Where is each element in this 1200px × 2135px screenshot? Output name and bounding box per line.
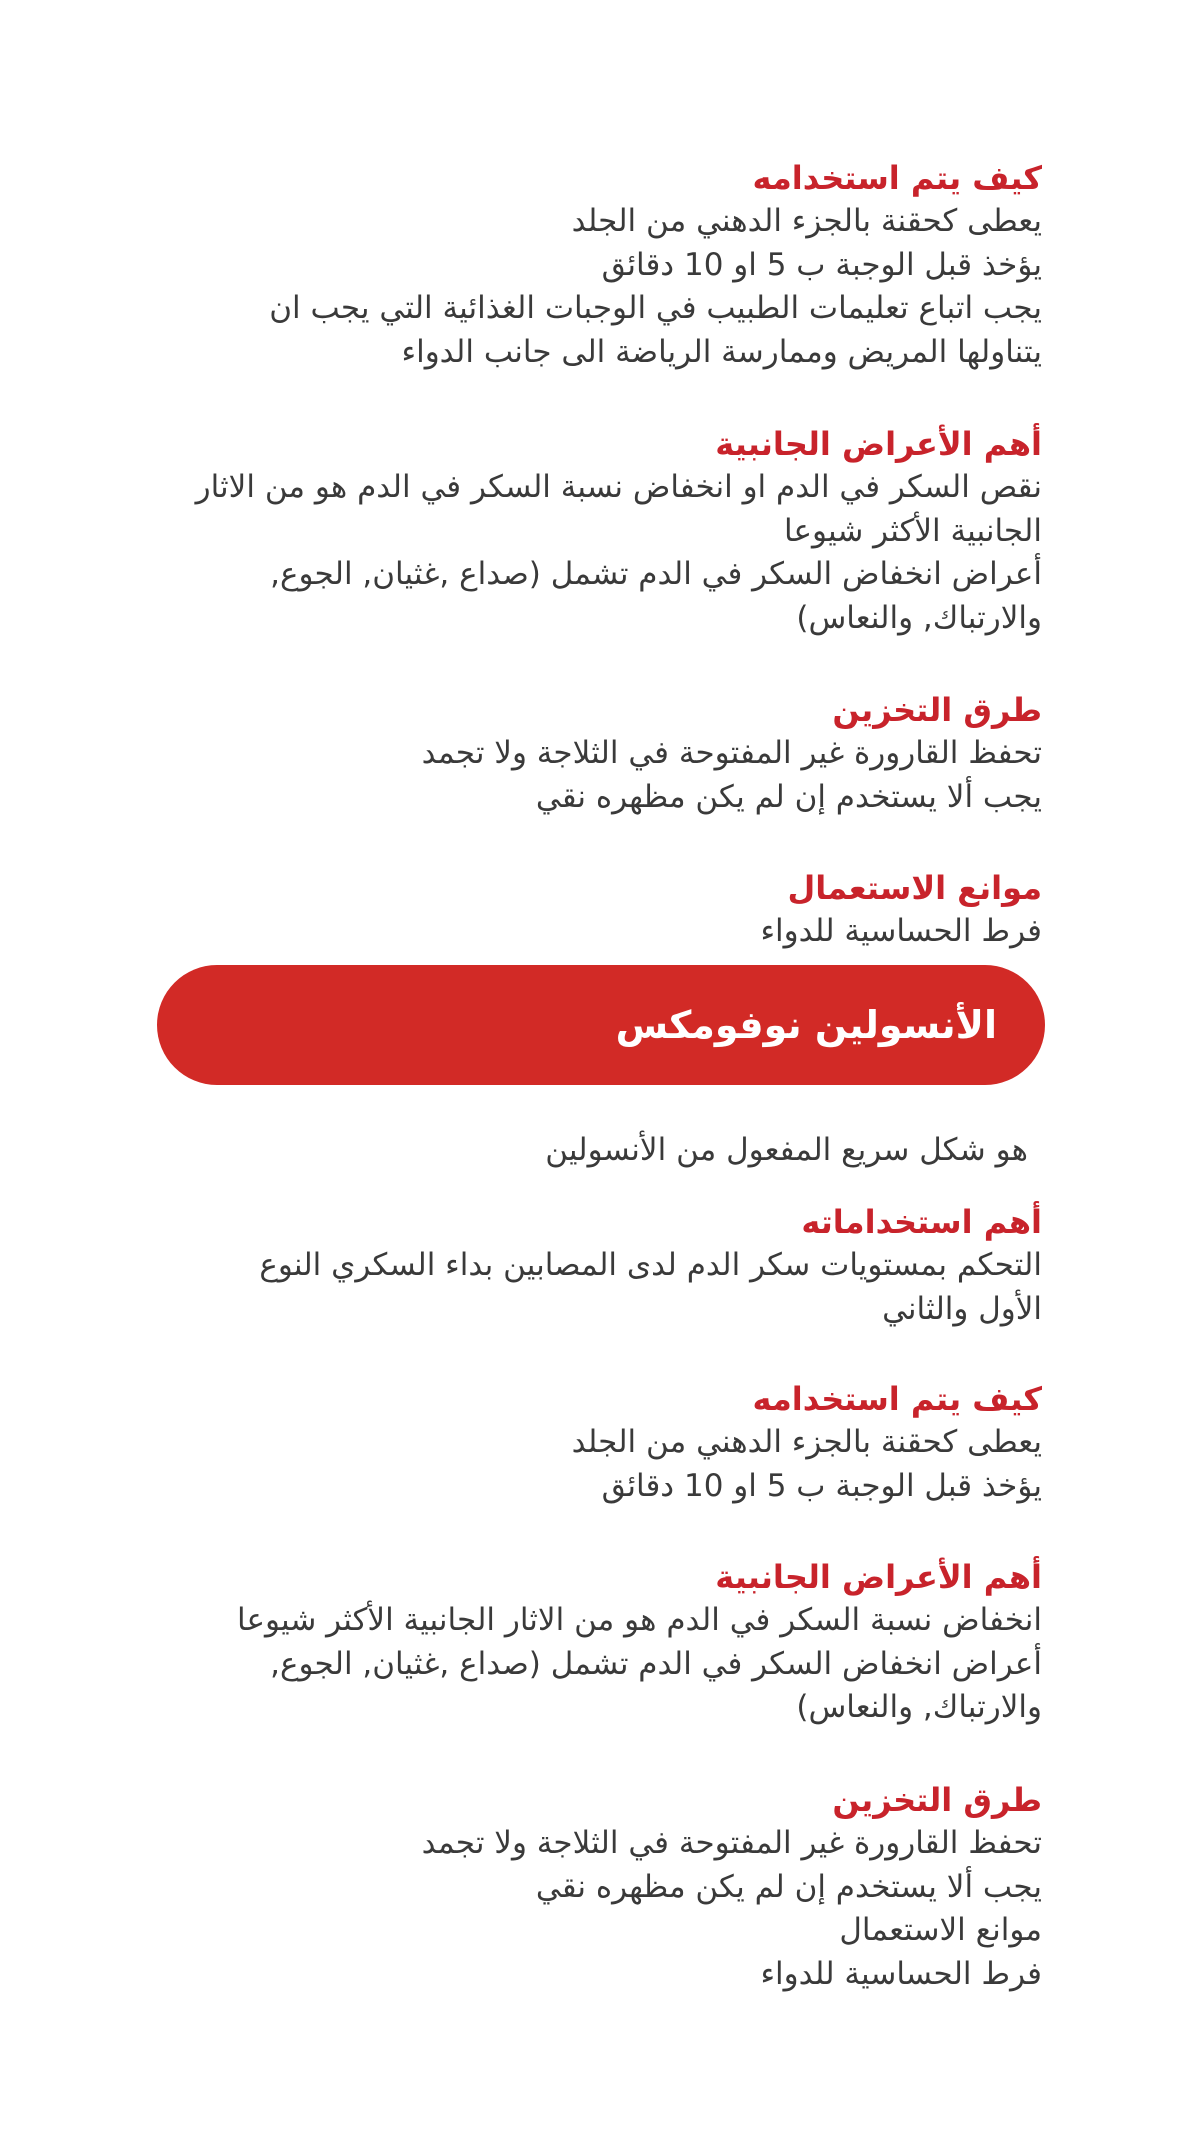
section-line: يعطى كحقنة بالجزء الدهني من الجلد: [571, 203, 1042, 239]
section-heading: أهم استخداماته: [801, 1203, 1042, 1241]
section-heading: كيف يتم استخدامه: [752, 159, 1042, 197]
section-contraindications-1: [42, 866, 1042, 954]
section-side-effects-2: [42, 1555, 1042, 1730]
section-line: والارتباك, والنعاس): [796, 599, 1042, 636]
section-uses-2: [42, 1200, 1042, 1331]
section-line: يجب اتباع تعليمات الطبيب في الوجبات الغذائية التي يجب ان: [269, 290, 1042, 326]
section-heading: أهم الأعراض الجانبية: [715, 1558, 1042, 1596]
section-heading: أهم الأعراض الجانبية: [715, 425, 1042, 463]
section-line: تحفظ القارورة غير المفتوحة في الثلاجة ولا تجمد: [421, 735, 1042, 771]
section-line: والارتباك, والنعاس): [796, 1689, 1042, 1725]
section-how-to-use-2: [42, 1377, 1042, 1508]
section-heading: كيف يتم استخدامه: [752, 1380, 1042, 1418]
section-heading: موانع الاستعمال: [787, 869, 1042, 907]
section-storage-2: [42, 1778, 1042, 1996]
section-line: فرط الحساسية للدواء: [760, 1955, 1042, 1992]
section-side-effects-1: [42, 422, 1042, 640]
drug-title-banner: [157, 965, 1045, 1085]
banner-title: الأنسولين نوفومكس: [615, 1003, 997, 1047]
section-line: التحكم بمستويات سكر الدم لدى المصابين بداء السكري النوع: [259, 1247, 1042, 1283]
section-line: أعراض انخفاض السكر في الدم تشمل (صداع ,غثيان, الجوع,: [270, 1645, 1042, 1682]
section-storage-1: [42, 688, 1042, 819]
section-line: الجانبية الأكثر شيوعا: [784, 512, 1042, 549]
section-line: موانع الاستعمال: [839, 1912, 1042, 1948]
section-line: يعطى كحقنة بالجزء الدهني من الجلد: [571, 1424, 1042, 1460]
section-line: يتناولها المريض وممارسة الرياضة الى جانب الدواء: [401, 333, 1042, 370]
section-heading: طرق التخزين: [832, 1781, 1042, 1819]
section-line: فرط الحساسية للدواء: [760, 913, 1042, 949]
section-line: يؤخذ قبل الوجبة ب 5 او 10 دقائق: [601, 246, 1042, 283]
section-line: الأول والثاني: [882, 1290, 1042, 1327]
section-line: أعراض انخفاض السكر في الدم تشمل (صداع ,غثيان, الجوع,: [270, 556, 1042, 592]
section-line: تحفظ القارورة غير المفتوحة في الثلاجة ولا تجمد: [421, 1825, 1042, 1861]
drug-intro-text: هو شكل سريع المفعول من الأنسولين: [545, 1132, 1028, 1168]
section-line: انخفاض نسبة السكر في الدم هو من الاثار الجانبية الأكثر شيوعا: [237, 1602, 1042, 1638]
section-line: نقص السكر في الدم او انخفاض نسبة السكر في الدم هو من الاثار: [195, 469, 1042, 505]
section-line: يجب ألا يستخدم إن لم يكن مظهره نقي: [535, 778, 1042, 815]
section-how-to-use-1: [42, 156, 1042, 374]
section-line: يؤخذ قبل الوجبة ب 5 او 10 دقائق: [601, 1467, 1042, 1504]
section-line: يجب ألا يستخدم إن لم يكن مظهره نقي: [535, 1868, 1042, 1905]
section-heading: طرق التخزين: [832, 691, 1042, 729]
